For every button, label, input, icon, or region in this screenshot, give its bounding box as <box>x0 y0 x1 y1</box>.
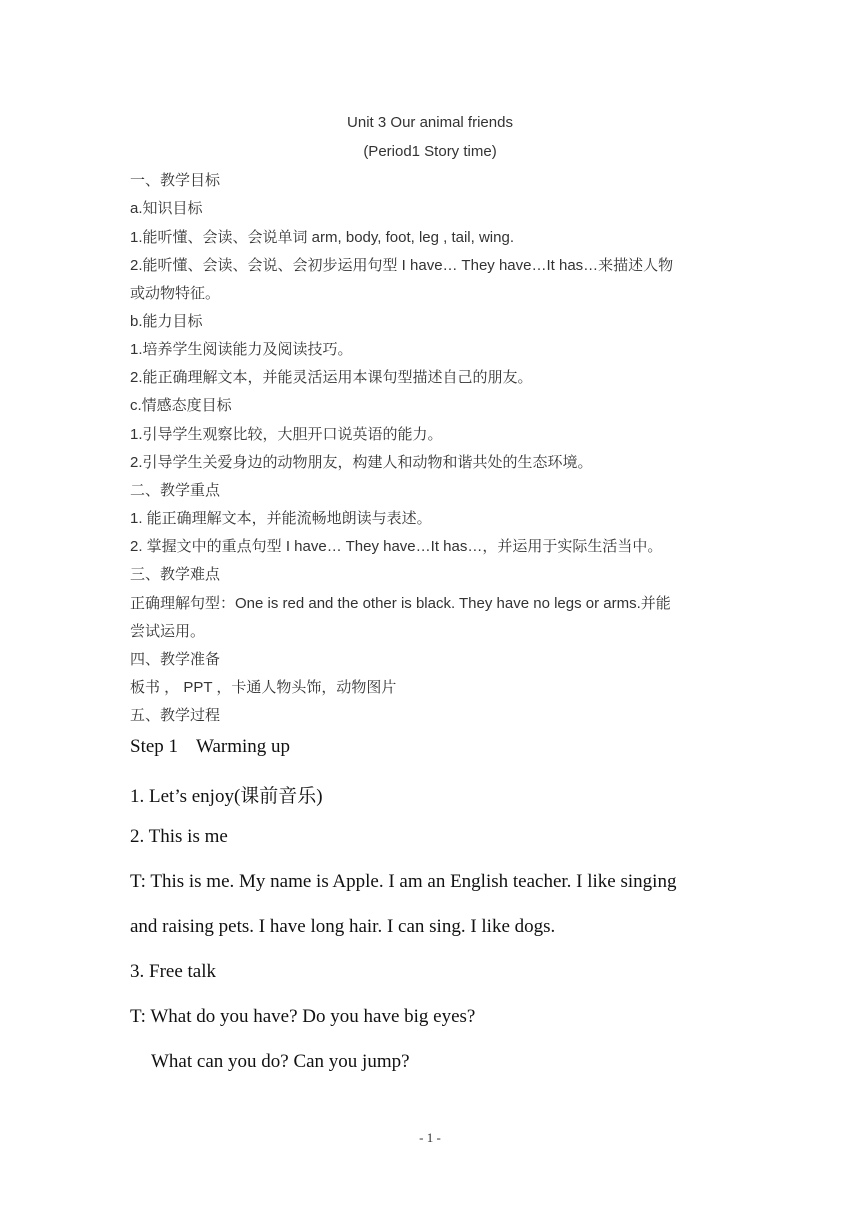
preparation-text: 板书 ， PPT ，卡通人物头饰，动物图片 <box>130 679 397 696</box>
difficulty-line2: 尝试运用。 <box>130 623 206 640</box>
section-heading-preparation: 四、教学准备 <box>130 651 221 668</box>
process-item-3-text-line1: T: What do you have? Do you have big eyes? <box>130 1006 476 1027</box>
knowledge-item-1: 1.能听懂、会读、会说单词 arm, body, foot, leg , tail, wing. <box>130 229 514 246</box>
doc-title: Unit 3 Our animal friends <box>347 114 513 131</box>
section-heading-key-points: 二、教学重点 <box>130 482 221 499</box>
subheading-ability: b.能力目标 <box>130 313 203 330</box>
section-heading-difficulties: 三、教学难点 <box>130 566 221 583</box>
attitude-item-1: 1.引导学生观察比较，大胆开口说英语的能力。 <box>130 426 443 443</box>
knowledge-item-2-line2: 或动物特征。 <box>130 285 221 302</box>
step-label: Step 1 <box>130 736 179 757</box>
step-title: Warming up <box>196 736 291 757</box>
page-number: - 1 - <box>419 1130 441 1145</box>
process-item-2-text-line1: T: This is me. My name is Apple. I am an English teacher. I like singing <box>130 871 677 892</box>
key-point-1: 1. 能正确理解文本，并能流畅地朗读与表述。 <box>130 510 432 527</box>
subheading-attitude: c.情感态度目标 <box>130 397 232 414</box>
difficulty-line1: 正确理解句型：One is red and the other is black. They have no legs or arms.并能 <box>130 595 671 612</box>
process-item-2: 2. This is me <box>130 826 228 847</box>
process-item-2-text-line2: and raising pets. I have long hair. I can sing. I like dogs. <box>130 916 556 937</box>
process-item-3-text-line2: What can you do? Can you jump? <box>151 1051 410 1072</box>
knowledge-item-2-line1: 2.能听懂、会读、会说、会初步运用句型 I have… They have…It has…来描述人物 <box>130 257 674 274</box>
doc-subtitle: (Period1 Story time) <box>363 143 497 160</box>
process-item-3: 3. Free talk <box>130 961 217 982</box>
key-point-2: 2. 掌握文中的重点句型 I have… They have…It has…，并运用于实际生活当中。 <box>130 538 663 555</box>
section-heading-process: 五、教学过程 <box>130 707 221 724</box>
ability-item-2: 2.能正确理解文本，并能灵活运用本课句型描述自己的朋友。 <box>130 369 533 386</box>
subheading-knowledge: a.知识目标 <box>130 200 203 217</box>
process-item-1: 1. Let’s enjoy(课前音乐) <box>130 786 323 807</box>
attitude-item-2: 2.引导学生关爱身边的动物朋友，构建人和动物和谐共处的生态环境。 <box>130 454 593 471</box>
section-heading-objectives: 一、教学目标 <box>130 172 221 189</box>
ability-item-1: 1.培养学生阅读能力及阅读技巧。 <box>130 341 353 358</box>
step-heading <box>130 736 290 758</box>
